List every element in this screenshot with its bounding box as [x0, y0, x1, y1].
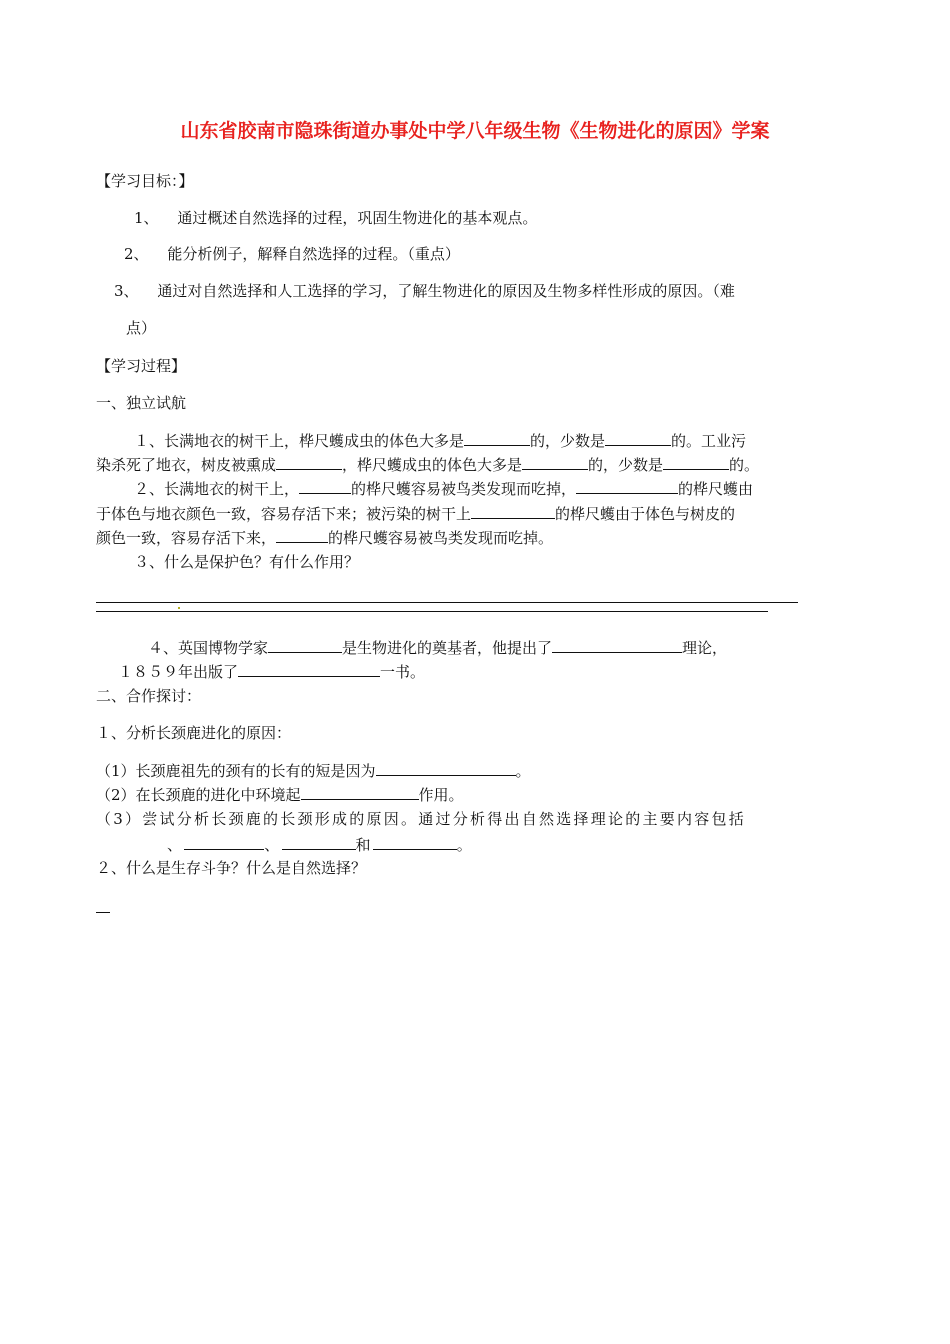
goal-text: 能分析例子，解释自然选择的过程。（重点） [167, 245, 460, 263]
text: 理论， [682, 639, 728, 657]
text: 的桦尺蠖由于体色与树皮的 [555, 505, 736, 523]
answer-blank[interactable] [282, 834, 356, 850]
answer-blank[interactable] [276, 454, 342, 470]
text: 的桦尺蠖容易被鸟类发现而吃掉， [351, 480, 577, 498]
text: 的，少数是 [530, 432, 606, 450]
text: 的桦尺蠖容易被鸟类发现而吃掉。 [328, 529, 554, 547]
subquestion-1: １、分析长颈鹿进化的原因： [96, 724, 292, 742]
text: 的。 [729, 456, 760, 474]
answer-blank[interactable] [238, 661, 380, 677]
answer-blank[interactable] [376, 760, 516, 776]
goal-number: 3、 [114, 282, 139, 300]
answer-blank[interactable] [522, 454, 588, 470]
goal-text: 通过对自然选择和人工选择的学习，了解生物进化的原因及生物多样性形成的原因。（难 [157, 282, 735, 300]
question-2-line-3 [96, 527, 553, 548]
goal-item-1 [134, 208, 537, 228]
text: ２、长满地衣的树干上， [134, 480, 300, 498]
question-2-line-2 [96, 503, 735, 524]
goals-heading: 【学习目标：】 [96, 172, 194, 190]
answer-blank[interactable] [552, 637, 682, 653]
text: 是生物进化的奠基者，他提出了 [342, 639, 553, 657]
subquestion-1a [96, 760, 531, 781]
question-1-line-1 [134, 430, 746, 451]
question-3: ３、什么是保护色？有什么作用？ [134, 553, 360, 571]
text: １、长满地衣的树干上，桦尺蠖成虫的体色大多是 [134, 432, 465, 450]
answer-line[interactable] [96, 912, 110, 913]
answer-blank[interactable] [605, 430, 671, 446]
question-4-line-2 [118, 661, 425, 682]
text: 。 [515, 762, 531, 780]
answer-line[interactable] [96, 611, 768, 612]
answer-blank[interactable] [184, 834, 264, 850]
document-title: 山东省胶南市隐珠街道办事处中学八年级生物《生物进化的原因》学案 [180, 120, 770, 142]
goal-text: 通过概述自然选择的过程，巩固生物进化的基本观点。 [177, 209, 538, 227]
answer-line[interactable] [96, 602, 798, 603]
text: １８５９年出版了 [118, 663, 239, 681]
answer-blank[interactable] [464, 430, 530, 446]
speck [178, 607, 180, 609]
text: ４、英国博物学家 [148, 639, 269, 657]
text: 的桦尺蠖由 [678, 480, 754, 498]
text: 染杀死了地衣，树皮被熏成 [96, 456, 277, 474]
answer-blank[interactable] [299, 478, 351, 494]
section-2-heading: 二、合作探讨： [96, 687, 202, 705]
answer-blank[interactable] [373, 834, 457, 850]
answer-blank[interactable] [471, 503, 555, 519]
text: （1）长颈鹿祖先的颈有的长有的短是因为 [96, 762, 376, 780]
answer-blank[interactable] [276, 527, 328, 543]
text: 颜色一致，容易存活下来， [96, 529, 277, 547]
text: 和 [355, 836, 373, 854]
text: ，桦尺蠖成虫的体色大多是 [342, 456, 523, 474]
subquestion-1b [96, 784, 464, 805]
goal-item-2 [124, 244, 460, 264]
text: 、 [264, 836, 282, 854]
subquestion-1c-line-2 [166, 834, 474, 855]
text: 的，少数是 [588, 456, 664, 474]
goal-item-3 [114, 281, 735, 301]
answer-blank[interactable] [301, 784, 419, 800]
goal-item-3-continued: 点） [126, 319, 157, 337]
answer-blank[interactable] [268, 637, 342, 653]
subquestion-1c-line-1: （3）尝试分析长颈鹿的长颈形成的原因。通过分析得出自然选择理论的主要内容包括 [96, 810, 747, 828]
text: 、 [167, 836, 185, 854]
question-2-line-1 [134, 478, 753, 499]
goal-number: 1、 [134, 209, 159, 227]
text: 的。工业污 [671, 432, 747, 450]
answer-blank[interactable] [576, 478, 678, 494]
process-heading: 【学习过程】 [96, 357, 187, 375]
text: 。 [456, 836, 475, 854]
answer-blank[interactable] [663, 454, 729, 470]
question-1-line-2 [96, 454, 759, 475]
goal-number: 2、 [124, 245, 149, 263]
question-4-line-1 [148, 637, 727, 658]
section-1-heading: 一、独立试航 [96, 394, 187, 412]
text: （2）在长颈鹿的进化中环境起 [96, 786, 301, 804]
subquestion-2: ２、什么是生存斗争？什么是自然选择？ [96, 859, 367, 877]
text: 作用。 [418, 786, 464, 804]
text: 一书。 [380, 663, 426, 681]
text: 于体色与地衣颜色一致，容易存活下来；被污染的树干上 [96, 505, 472, 523]
